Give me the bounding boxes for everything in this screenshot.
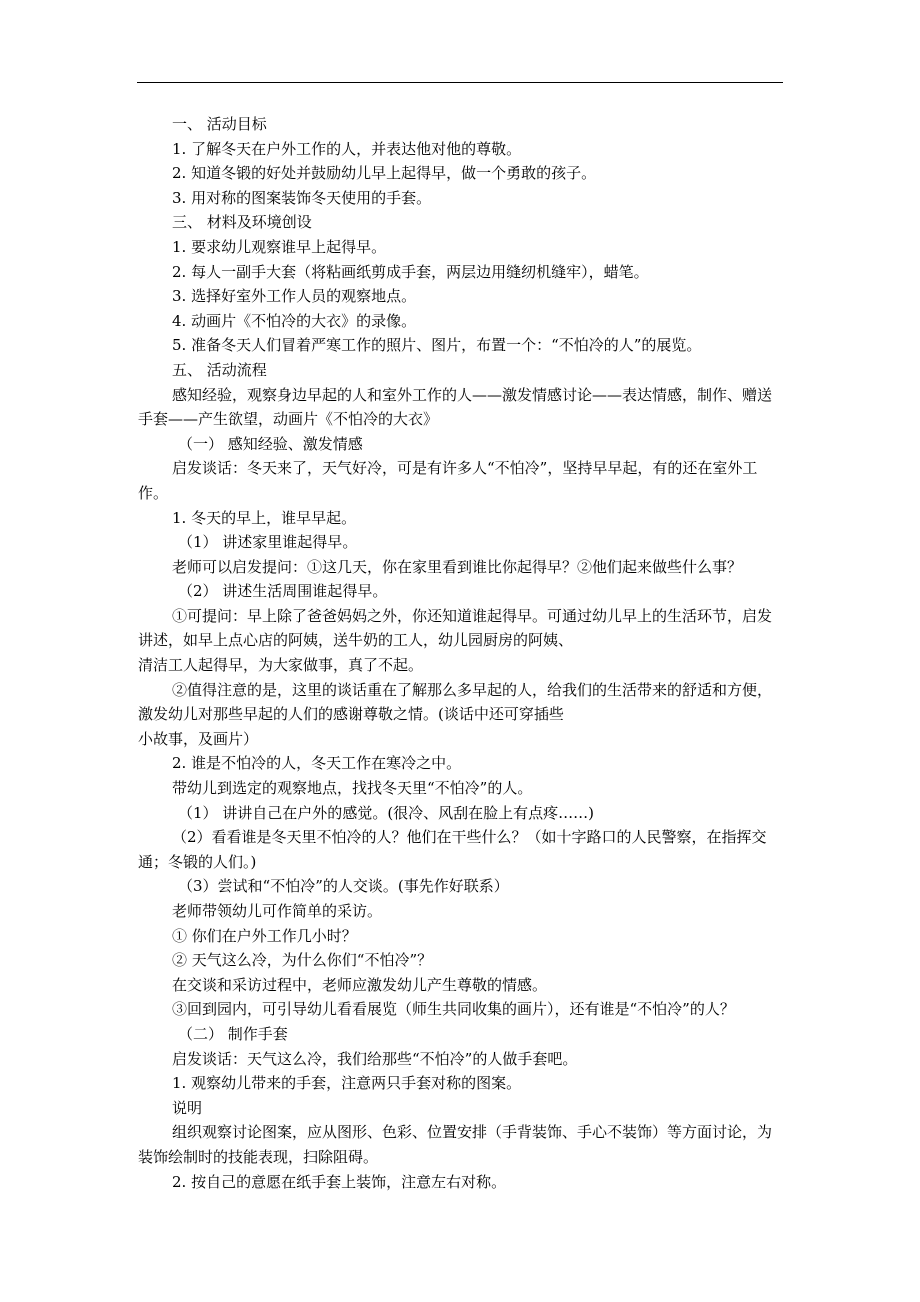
subheading: （一） 感知经验、激发情感: [178, 434, 363, 453]
goal-item: 3. 用对称的图案装饰冬天使用的手套。: [172, 188, 432, 207]
step-item: 2. 按自己的意愿在纸手套上装饰，注意左右对称。: [172, 1172, 507, 1191]
document-body: [138, 112, 786, 1194]
paragraph: 在交谈和采访过程中，老师应激发幼儿产生尊敬的情感。: [172, 975, 548, 994]
paragraph: 老师可以启发提问：①这几天，你在家里看到谁比你起得早？②他们起来做些什么事？: [172, 557, 743, 576]
sub-step: （2） 讲述生活周围谁起得早。: [178, 582, 388, 601]
step-item: 2. 谁是不怕冷的人，冬天工作在寒冷之中。: [172, 754, 462, 773]
material-item: 4. 动画片《不怕冷的大衣》的录像。: [172, 311, 417, 330]
material-item: 3. 选择好室外工作人员的观察地点。: [172, 287, 417, 306]
goal-item: 2. 知道冬锻的好处并鼓励幼儿早上起得早，做一个勇敢的孩子。: [172, 164, 597, 183]
paragraph: 老师带领幼儿可作简单的采访。: [172, 902, 383, 920]
sub-step: （1） 讲述家里谁起得早。: [178, 533, 358, 552]
paragraph: ①可提问：早上除了爸爸妈妈之外，你还知道谁起得早。可通过幼儿早上的生活环节，启发讲述，如早上点心店的阿姨，送牛奶的工人，幼儿园厨房的阿姨、: [138, 606, 773, 650]
paragraph: ③回到园内，可引导幼儿看看展览（师生共同收集的画片），还有谁是“不怕冷”的人？: [172, 1000, 735, 1019]
paragraph: 小故事，及画片）: [138, 729, 259, 748]
paragraph: 清洁工人起得早，为大家做事，真了不起。: [138, 656, 424, 675]
question-item: ② 天气这么冷，为什么你们“不怕冷”？: [172, 951, 433, 970]
step-item: 1. 冬天的早上，谁早早起。: [172, 508, 357, 527]
material-item: 5. 准备冬天人们冒着严寒工作的照片、图片，布置一个：“不怕冷的人”的展览。: [172, 336, 702, 355]
paragraph: 感知经验，观察身边早起的人和室外工作的人——激发情感讨论——表达情感，制作、赠送手套——产生欲望，动画片《不怕冷的大衣》: [138, 385, 773, 429]
step-item: 1. 观察幼儿带来的手套，注意两只手套对称的图案。: [172, 1074, 522, 1093]
heading-process: 五、 活动流程: [172, 360, 267, 379]
sub-step: （2）看看谁是冬天里不怕冷的人？他们在干些什么？（如十字路口的人民警察，在指挥交通；冬锻的人们。): [138, 828, 767, 871]
material-item: 1. 要求幼儿观察谁早上起得早。: [172, 237, 387, 256]
paragraph: ②值得注意的是，这里的谈话重在了解那么多早起的人，给我们的生活带来的舒适和方便，激发幼儿对那些早起的人们的感谢尊敬之情。(谈话中还可穿插些: [138, 680, 773, 724]
goal-item: 1. 了解冬天在户外工作的人，并表达他对他的尊敬。: [172, 139, 522, 158]
header-rule: [137, 82, 783, 83]
material-item: 2. 每人一副手大套（将粘画纸剪成手套，两层边用缝纫机缝牢），蜡笔。: [172, 262, 649, 281]
sub-step: （1） 讲讲自己在户外的感觉。(很冷、风刮在脸上有点疼……): [178, 803, 595, 822]
heading-goals: 一、 活动目标: [172, 115, 267, 133]
question-item: ① 你们在户外工作几小时？: [172, 926, 357, 945]
heading-materials: 三、 材料及环境创设: [172, 213, 312, 232]
note-label: 说明: [172, 1098, 203, 1117]
paragraph: 组织观察讨论图案，应从图形、色彩、位置安排（手背装饰、手心不装饰）等方面讨论，为装饰绘制时的技能表现，扫除阻碍。: [138, 1123, 773, 1166]
paragraph: 启发谈话：天气这么冷，我们给那些“不怕冷”的人做手套吧。: [172, 1049, 578, 1068]
paragraph: 启发谈话：冬天来了，天气好冷，可是有许多人“不怕冷”，坚持早早起，有的还在室外工作。: [138, 459, 758, 502]
subheading: （二） 制作手套: [178, 1024, 288, 1043]
sub-step: （3）尝试和“不怕冷”的人交谈。(事先作好联系）: [178, 877, 509, 896]
paragraph: 带幼儿到选定的观察地点，找找冬天里“不怕冷”的人。: [172, 779, 533, 798]
